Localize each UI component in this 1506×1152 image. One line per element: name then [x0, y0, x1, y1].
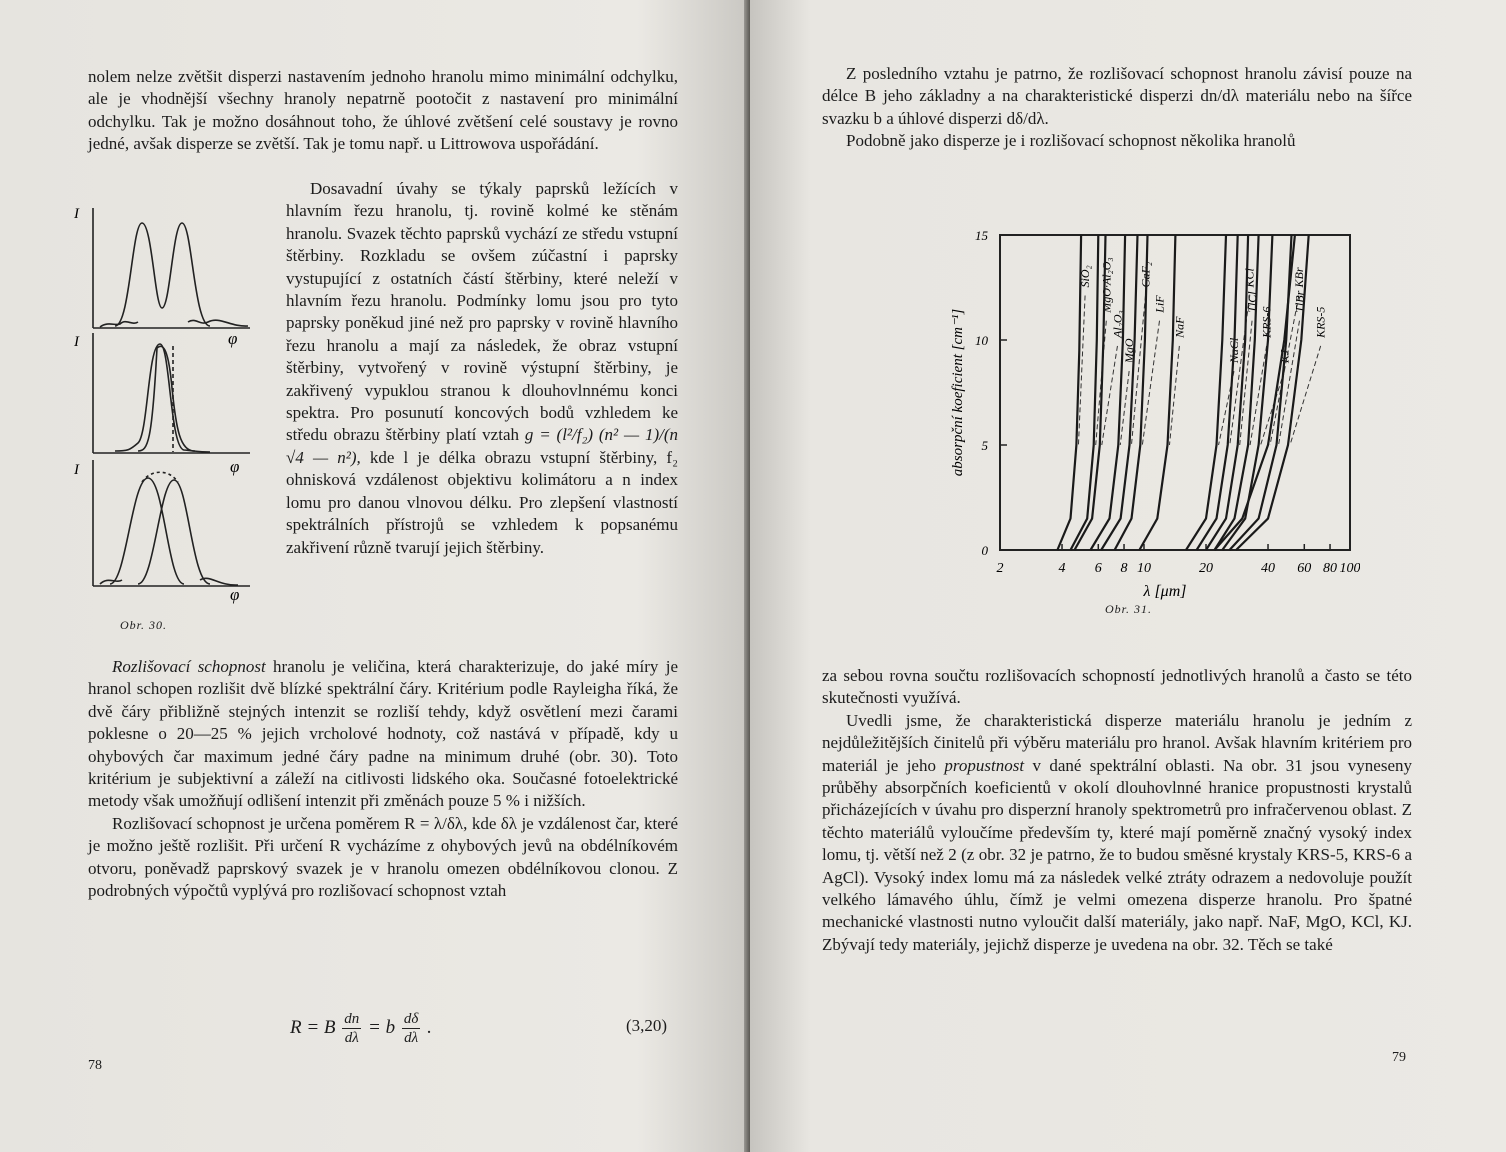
series-label: KRS-5: [1313, 306, 1328, 338]
term-resolving-power: Rozlišovací schopnost: [112, 657, 266, 676]
figure-30: [60, 198, 270, 618]
series-label: MgO: [1122, 338, 1137, 364]
equation-3-20: [290, 1010, 432, 1047]
formula-lhs: R = B: [290, 1016, 336, 1038]
x-tick-label: 6: [1094, 561, 1102, 576]
left-paragraph-3: [88, 656, 678, 902]
x-tick-label: 100: [1339, 561, 1360, 576]
paragraph-3-text: hranolu je veličina, která charakterizuje, do jaké míry je hranol schopen rozlišit dvě blízké spektrální čáry. Kritérium podle Rayleigha říká, že dvě čáry přibližně stejných intenzit se rozliší tehdy, když osvětlení mezi čarami poklesne o 20—25 % jejich vrcholové hodnoty, což nastává v případě, kdy u ohybových čar maximum jedné čáry padne na minimum druhé (obr. 30). Toto kritérium je subjektivní a záleží na citlivosti lidského oka. Současné fotoelektrické metody však umožňují odlišení intenzit při změnách pouze 5 % i nižších.: [88, 657, 679, 811]
paragraph-text: za sebou rovna součtu rozlišovacích schopností jednotlivých hranolů a často se této skutečnosti využívá.: [822, 666, 1412, 708]
right-page: [750, 0, 1506, 1152]
paragraph-2-tail: kde l je délka obrazu vstupní štěrbiny, f₂ ohnisková vzdálenost objektivu kolimátoru a n index lomu pro danou vlnovou délku. Pro zlepšení vlastností spektrálních přístrojů se vzhledem k popsanému zakřivení různě tvarují jejich štěrbiny.: [286, 447, 678, 557]
series-label: NaCl: [1226, 337, 1241, 364]
x-tick-label: 20: [1199, 561, 1214, 576]
series-label: KBr: [1291, 267, 1306, 288]
figure-30-caption: Obr. 30.: [120, 618, 168, 632]
series-label: NaF: [1172, 316, 1187, 338]
paragraph-2-text: Dosavadní úvahy se týkaly paprsků ležících v hlavním řezu hranolu, tj. rovině kolmé ke stěnám hranolu. Svazek těchto paprsků vychází ze středu vstupní štěrbiny. Rozkladu se ovšem zúčastní i paprsky vystupující z ostatních částí štěrbiny, které neleží v hlavním řezu hranolu. Podmínky lomu jsou pro tyto paprsky poněkud jiné než pro paprsky v rovině hlavního řezu hranolu a mají za následek, že obraz vstupní štěrbiny, vytvořený v rovině výstupní štěrbiny, je zakřivený vypuklou stranou k dlouhovlnnému konci spektra. Pro posunutí koncových bodů vzhledem ke středu obrazu štěrbiny platí vztah: [286, 179, 678, 445]
paragraph-4-b: v dané spektrální oblasti. Na obr. 31 jsou vyneseny průběhy absorpčních koeficientů v okolí dlouhovlnné hranice propustnosti krystalů přicházejících v úvahu pro disperzní hranoly spektrometrů pro infračervenou oblast. Z těchto materiálů vyloučíme především ty, které mají poměrně značný vysoký index lomu, tj. větší než 2 (z obr. 32 je patrno, že to budou směsné krystaly KRS-5, KRS-6 a AgCl). Vysoký index lomu má za následek velké ztráty odrazem a nedovoluje použít velkého lámavého úhlu, čímž je velmi omezena disperze hranolu. Pro špatné mechanické vlastnosti nutno vyloučit další materiály, jako např. NaF, MgO, KCl, KJ. Zbývají tedy materiály, jejichž disperze je uvedena na obr. 32. Těch se také: [822, 755, 1413, 954]
series-label: KCl: [1242, 268, 1257, 288]
fraction-numerator-1: dn: [344, 1011, 360, 1027]
axis-label-i-2: I: [74, 334, 79, 350]
left-page: [0, 0, 750, 1152]
right-paragraph-1: [822, 63, 1412, 153]
axis-label-phi-1: φ: [228, 329, 238, 348]
series-label: CaF₂: [1138, 261, 1153, 288]
y-tick-label: 10: [975, 333, 988, 348]
x-tick-label: 4: [1058, 561, 1066, 576]
paragraph-3: [88, 656, 678, 813]
paragraph-text: [822, 710, 1412, 956]
left-paragraph-1: [88, 66, 678, 156]
left-paragraph-2: [286, 178, 678, 559]
panel-2: [93, 333, 250, 453]
series-label: KJ: [1277, 349, 1292, 364]
paragraph-text: Z posledního vztahu je patrno, že rozlišovací schopnost hranolu závisí pouze na délce B jeho základny a na charakteristické disperzi dn/dλ materiálu nebo na šířce svazku b a úhlové disperzi dδ/dλ.: [822, 64, 1412, 128]
series-line: [1197, 235, 1238, 550]
x-tick-label: 40: [1261, 561, 1276, 576]
y-tick-label: 5: [981, 438, 988, 453]
axis-label-i-1: I: [74, 206, 79, 222]
series-leader: [1102, 346, 1118, 445]
series-label: LiF: [1152, 295, 1167, 313]
series-label: Al₂O₃: [1110, 310, 1125, 338]
figure-31-chart: [890, 220, 1360, 600]
series-label: SiO₂: [1078, 265, 1093, 288]
paragraph-text: [286, 178, 678, 559]
formula-middle: = b: [368, 1016, 396, 1038]
page-number-right: 79: [1392, 1050, 1406, 1065]
figure-31-caption: Obr. 31.: [1105, 602, 1153, 616]
series-label: TlBr: [1292, 290, 1307, 313]
panel-3: [93, 460, 250, 586]
y-tick-label: 15: [975, 228, 988, 243]
fraction-numerator-2: dδ: [403, 1011, 419, 1027]
series-label: KRS-6: [1259, 306, 1274, 338]
paragraph-4: Rozlišovací schopnost je určena poměrem R = λ/δλ, kde δλ je vzdálenost čar, které je možno ještě rozlišit. Při určení R vycházíme z ohybových jevů na obdélníkovém otvoru, poněvadž paprskový svazek je v hranolu omezen obdélníkovou clonou. Z podrobných výpočtů vyplývá pro rozlišovací schopnost vztah: [88, 813, 678, 901]
x-axis-label: λ [μm]: [1143, 583, 1187, 600]
page-number-left: 78: [88, 1058, 102, 1073]
y-axis-label: absorpční koeficient [cm⁻¹]: [950, 308, 966, 477]
curvature-formula: g = (l²/f₂) (n² — 1)/(n √4 — n²),: [286, 425, 678, 467]
x-tick-label: 80: [1323, 561, 1338, 576]
y-tick-label: 0: [981, 543, 988, 558]
paragraph-text: Podobně jako disperze je i rozlišovací schopnost několika hranolů: [846, 131, 1296, 151]
right-paragraph-2: [822, 665, 1412, 956]
term-transmittance: propustnost: [944, 755, 1025, 775]
axis-label-phi-3: φ: [230, 585, 240, 604]
panel-1: [93, 208, 250, 328]
series-line: [1230, 235, 1292, 550]
x-tick-label: 10: [1136, 561, 1151, 576]
paragraph-4-a: Uvedli jsme, že charakteristická disperze materiálu hranolu je jedním z nejdůležitějších činitelů při výběru materiálu pro hranol. Avšak hlavním kritériem pro materiál je jeho: [822, 710, 1412, 775]
formula-end: .: [427, 1016, 432, 1038]
x-tick-label: 2: [996, 561, 1004, 576]
fraction-denominator-2: dλ: [404, 1030, 419, 1046]
equation-number: (3,20): [626, 1016, 668, 1035]
x-tick-label: 60: [1297, 561, 1312, 576]
axis-label-phi-2: φ: [230, 457, 240, 476]
fraction-denominator-1: dλ: [344, 1030, 359, 1046]
series-label: TlCl: [1245, 291, 1260, 313]
paragraph-text: nolem nelze zvětšit disperzi nastavením jednoho hranolu mimo minimální odchylku, ale je vhodnější všechny hranoly nepatrně pootočit z nastavení pro minimální odchylku. Tak je možno dosáhnout toho, že úhlové zvětšení celé soustavy je rovno jedné, avšak disperze se zvětší. Tak je tomu např. u Littrowova uspořádání.: [88, 67, 678, 154]
series-label: MgO·Al₂O₃: [1099, 257, 1114, 313]
axis-label-i-3: I: [74, 462, 79, 478]
x-tick-label: 8: [1120, 561, 1128, 576]
